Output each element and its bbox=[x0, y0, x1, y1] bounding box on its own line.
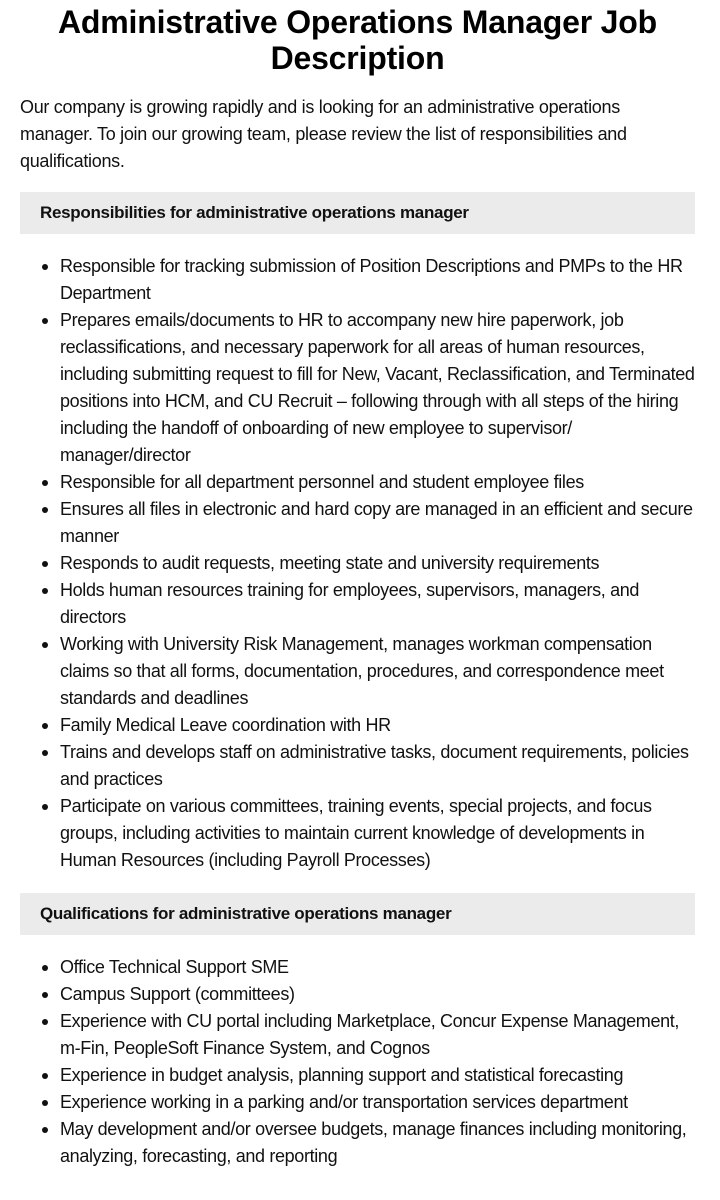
bullet-icon bbox=[42, 318, 48, 324]
bullet-icon bbox=[42, 723, 48, 729]
bullet-icon bbox=[42, 561, 48, 567]
page-title: Administrative Operations Manager Job Description bbox=[58, 4, 657, 76]
qualification-item bbox=[40, 981, 695, 1008]
responsibility-text: Responsible for tracking submission of Position Descriptions and PMPs to the HR Department bbox=[60, 256, 683, 303]
qualification-text: Campus Support (committees) bbox=[60, 984, 295, 1004]
responsibility-item bbox=[40, 496, 695, 550]
qualifications-list bbox=[20, 954, 695, 1170]
bullet-icon bbox=[42, 1100, 48, 1106]
bullet-icon bbox=[42, 1127, 48, 1133]
responsibility-text: Prepares emails/documents to HR to accompany new hire paperwork, job reclassifications, and necessary paperwork for all areas of human resources, including submitting request to fill for New, Vacant, Reclassification, and Terminated positions into HCM, and CU Recruit – following through with all steps of the hiring including the handoff of onboarding of new employee to supervisor/ manager/director bbox=[60, 310, 695, 465]
bullet-icon bbox=[42, 264, 48, 270]
responsibility-text: Responds to audit requests, meeting state and university requirements bbox=[60, 553, 600, 573]
qualification-text: Office Technical Support SME bbox=[60, 957, 289, 977]
responsibility-text: Ensures all files in electronic and hard copy are managed in an efficient and secure manner bbox=[60, 499, 693, 546]
qualification-item bbox=[40, 1008, 695, 1062]
qualification-item bbox=[40, 1089, 695, 1116]
intro-paragraph: Our company is growing rapidly and is looking for an administrative operations manager. To join our growing team, please review the list of responsibilities and qualifications. bbox=[20, 97, 627, 171]
qualifications-section-header: Qualifications for administrative operations manager bbox=[20, 893, 695, 935]
bullet-icon bbox=[42, 1019, 48, 1025]
responsibility-item bbox=[40, 712, 695, 739]
responsibility-item bbox=[40, 307, 695, 469]
bullet-icon bbox=[42, 588, 48, 594]
bullet-icon bbox=[42, 992, 48, 998]
responsibility-item bbox=[40, 469, 695, 496]
qualification-item bbox=[40, 1062, 695, 1089]
bullet-icon bbox=[42, 1073, 48, 1079]
qualification-text: May development and/or oversee budgets, manage finances including monitoring, analyzing, forecasting, and reporting bbox=[60, 1119, 687, 1166]
qualification-item bbox=[40, 1116, 695, 1170]
responsibility-text: Working with University Risk Management, manages workman compensation claims so that all forms, documentation, procedures, and correspondence meet standards and deadlines bbox=[60, 634, 664, 708]
responsibility-item bbox=[40, 253, 695, 307]
bullet-icon bbox=[42, 507, 48, 513]
responsibilities-list bbox=[20, 253, 695, 874]
responsibility-item bbox=[40, 739, 695, 793]
responsibility-item bbox=[40, 550, 695, 577]
responsibility-item bbox=[40, 793, 695, 874]
qualification-item bbox=[40, 954, 695, 981]
bullet-icon bbox=[42, 965, 48, 971]
responsibilities-section-header: Responsibilities for administrative operations manager bbox=[20, 192, 695, 234]
responsibility-item bbox=[40, 577, 695, 631]
responsibility-text: Holds human resources training for employees, supervisors, managers, and directors bbox=[60, 580, 640, 627]
bullet-icon bbox=[42, 750, 48, 756]
responsibility-text: Responsible for all department personnel and student employee files bbox=[60, 472, 584, 492]
bullet-icon bbox=[42, 480, 48, 486]
bullet-icon bbox=[42, 804, 48, 810]
qualification-text: Experience working in a parking and/or transportation services department bbox=[60, 1092, 628, 1112]
responsibility-item bbox=[40, 631, 695, 712]
responsibility-text: Family Medical Leave coordination with HR bbox=[60, 715, 391, 735]
bullet-icon bbox=[42, 642, 48, 648]
responsibility-text: Participate on various committees, training events, special projects, and focus groups, including activities to maintain current knowledge of developments in Human Resources (including Payroll Processes) bbox=[60, 796, 652, 870]
responsibility-text: Trains and develops staff on administrative tasks, document requirements, policies and practices bbox=[60, 742, 689, 789]
qualification-text: Experience with CU portal including Marketplace, Concur Expense Management, m-Fin, PeopleSoft Finance System, and Cognos bbox=[60, 1011, 680, 1058]
qualification-text: Experience in budget analysis, planning support and statistical forecasting bbox=[60, 1065, 624, 1085]
